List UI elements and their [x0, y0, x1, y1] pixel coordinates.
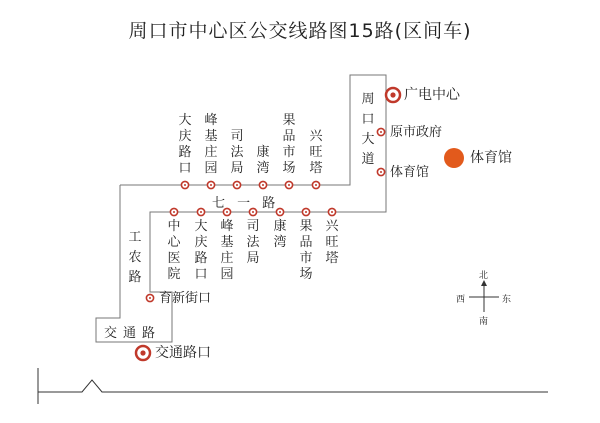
stop-marker — [200, 211, 202, 213]
terminal-label-jiaotong: 交通路口 — [155, 345, 211, 361]
road-label-zhoukou: 周口大道 — [361, 92, 375, 167]
stop-marker — [315, 184, 317, 186]
stop-label-tiyuguan: 体育馆 — [390, 165, 430, 180]
stop-marker — [236, 184, 238, 186]
lower-stop-label: 峰基庄园 — [220, 219, 234, 282]
compass-north-label: 北 — [479, 271, 489, 281]
lower-stop-label: 大庆路口 — [194, 219, 208, 282]
stop-marker — [262, 184, 264, 186]
upper-stop-label: 兴旺塔 — [309, 129, 323, 176]
stop-marker — [331, 211, 333, 213]
compass-south-label: 南 — [479, 317, 489, 327]
upper-stop-label: 果品市场 — [282, 113, 296, 176]
stop-label-yuxinjiekou: 育新街口 — [159, 291, 212, 306]
stop-marker-tiyuguan-dot — [380, 171, 382, 173]
stop-marker — [288, 184, 290, 186]
stop-marker — [184, 184, 186, 186]
upper-stop-label: 康湾 — [256, 145, 270, 176]
compass-cross — [469, 280, 499, 312]
lower-stop-label: 司法局 — [246, 219, 260, 266]
base-line — [38, 380, 548, 392]
stadium-landmark — [444, 148, 464, 168]
stop-marker-yuxinjiekou-dot — [149, 297, 151, 299]
upper-stop-label: 司法局 — [230, 129, 244, 176]
stop-marker — [279, 211, 281, 213]
stop-marker-yuanshizhengfu-dot — [380, 131, 382, 133]
terminal-marker-jiaotong-dot — [140, 350, 145, 355]
stop-label-yuanshizhengfu: 原市政府 — [390, 125, 443, 140]
landmark-label-stadium: 体育馆 — [470, 150, 512, 166]
terminal-label-guangdian: 广电中心 — [404, 87, 460, 103]
terminal-marker-guangdian-dot — [390, 92, 395, 97]
compass-west-label: 西 — [456, 295, 466, 305]
stop-marker — [226, 211, 228, 213]
compass-east-label: 东 — [502, 295, 512, 305]
lower-stop-label: 中心医院 — [167, 219, 181, 282]
upper-stop-label: 峰基庄园 — [204, 113, 218, 176]
lower-stop-label: 果品市场 — [299, 219, 313, 282]
lower-stop-label: 康湾 — [273, 219, 287, 250]
map-title: 周口市中心区公交线路图15路(区间车) — [128, 20, 472, 42]
stop-marker — [305, 211, 307, 213]
lower-stop-label: 兴旺塔 — [325, 219, 339, 266]
road-label-jiaotong: 交通路 — [104, 326, 162, 341]
stop-marker — [252, 211, 254, 213]
stop-marker — [210, 184, 212, 186]
road-label-gongnong: 工农路 — [128, 230, 142, 285]
upper-stop-label: 大庆路口 — [178, 113, 192, 176]
road-label-qiyi: 七 一 路 — [212, 196, 280, 211]
stop-marker — [173, 211, 175, 213]
